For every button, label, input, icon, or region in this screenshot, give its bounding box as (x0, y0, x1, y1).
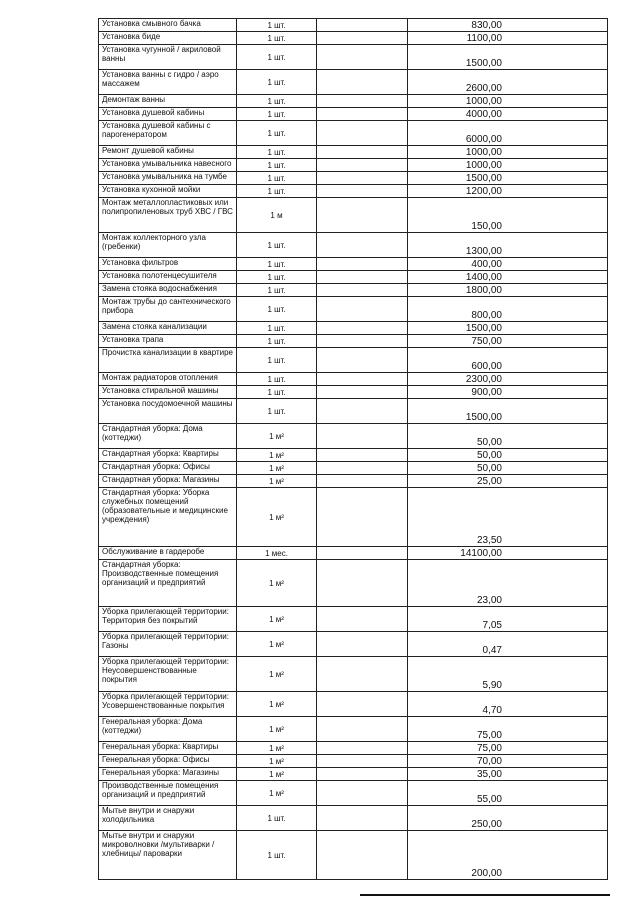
price-cell: 1500,00 (408, 45, 608, 70)
service-name-cell: Установка трапа (99, 335, 237, 348)
service-name-cell: Производственные помещения организаций и предприятий (99, 781, 237, 806)
empty-cell (317, 185, 408, 198)
unit-cell: 1 м² (237, 449, 317, 462)
table-row (99, 121, 608, 146)
unit-cell: 1 м² (237, 717, 317, 742)
price-table (98, 18, 608, 880)
table-row (99, 185, 608, 198)
table-row (99, 95, 608, 108)
table-row (99, 159, 608, 172)
unit-cell: 1 м² (237, 462, 317, 475)
empty-cell (317, 449, 408, 462)
price-cell: 5,90 (408, 657, 608, 692)
unit-cell: 1 шт. (237, 185, 317, 198)
unit-cell: 1 шт. (237, 70, 317, 95)
empty-cell (317, 146, 408, 159)
empty-cell (317, 399, 408, 424)
service-name-cell: Установка чугунной / акриловой ванны (99, 45, 237, 70)
unit-cell: 1 шт. (237, 322, 317, 335)
table-row (99, 70, 608, 95)
table-row (99, 424, 608, 449)
bottom-rule (360, 894, 610, 896)
price-cell: 70,00 (408, 755, 608, 768)
price-cell: 1000,00 (408, 159, 608, 172)
service-name-cell: Замена стояка водоснабжения (99, 284, 237, 297)
unit-cell: 1 шт. (237, 45, 317, 70)
table-row (99, 560, 608, 607)
unit-cell: 1 шт. (237, 271, 317, 284)
table-row (99, 831, 608, 880)
unit-cell: 1 шт. (237, 32, 317, 45)
price-cell: 35,00 (408, 768, 608, 781)
empty-cell (317, 271, 408, 284)
service-name-cell: Уборка прилегающей территории: Территория без покрытий (99, 607, 237, 632)
unit-cell: 1 м² (237, 742, 317, 755)
service-name-cell: Стандартная уборка: Производственные помещения организаций и предприятий (99, 560, 237, 607)
unit-cell: 1 шт. (237, 831, 317, 880)
unit-cell: 1 шт. (237, 297, 317, 322)
price-cell: 1800,00 (408, 284, 608, 297)
price-cell: 14100,00 (408, 547, 608, 560)
price-cell: 0,47 (408, 632, 608, 657)
service-name-cell: Уборка прилегающей территории: Газоны (99, 632, 237, 657)
unit-cell: 1 м² (237, 755, 317, 768)
service-name-cell: Установка полотенцесушителя (99, 271, 237, 284)
table-row (99, 399, 608, 424)
price-table-body (99, 19, 608, 880)
price-cell: 1500,00 (408, 322, 608, 335)
table-row (99, 271, 608, 284)
table-row (99, 348, 608, 373)
table-row (99, 657, 608, 692)
table-row (99, 146, 608, 159)
service-name-cell: Мытье внутри и снаружи холодильника (99, 806, 237, 831)
table-row (99, 475, 608, 488)
unit-cell: 1 шт. (237, 348, 317, 373)
table-row (99, 462, 608, 475)
service-name-cell: Монтаж радиаторов отопления (99, 373, 237, 386)
table-row (99, 607, 608, 632)
price-cell: 50,00 (408, 449, 608, 462)
unit-cell: 1 м² (237, 768, 317, 781)
service-name-cell: Установка умывальника на тумбе (99, 172, 237, 185)
table-row (99, 32, 608, 45)
price-cell: 23,50 (408, 488, 608, 547)
unit-cell: 1 шт. (237, 19, 317, 32)
empty-cell (317, 348, 408, 373)
empty-cell (317, 742, 408, 755)
table-row (99, 19, 608, 32)
unit-cell: 1 шт. (237, 335, 317, 348)
unit-cell: 1 шт. (237, 399, 317, 424)
empty-cell (317, 781, 408, 806)
empty-cell (317, 198, 408, 233)
unit-cell: 1 м (237, 198, 317, 233)
price-cell: 55,00 (408, 781, 608, 806)
empty-cell (317, 632, 408, 657)
service-name-cell: Установка стиральной машины (99, 386, 237, 399)
table-row (99, 717, 608, 742)
price-cell: 1200,00 (408, 185, 608, 198)
empty-cell (317, 607, 408, 632)
empty-cell (317, 488, 408, 547)
empty-cell (317, 717, 408, 742)
table-row (99, 547, 608, 560)
service-name-cell: Обслуживание в гардеробе (99, 547, 237, 560)
unit-cell: 1 м² (237, 475, 317, 488)
table-row (99, 768, 608, 781)
price-cell: 1100,00 (408, 32, 608, 45)
unit-cell: 1 м² (237, 607, 317, 632)
table-row (99, 284, 608, 297)
empty-cell (317, 258, 408, 271)
table-row (99, 692, 608, 717)
table-row (99, 449, 608, 462)
table-row (99, 297, 608, 322)
empty-cell (317, 233, 408, 258)
unit-cell: 1 шт. (237, 172, 317, 185)
service-name-cell: Установка душевой кабины (99, 108, 237, 121)
service-name-cell: Установка посудомоечной машины (99, 399, 237, 424)
table-row (99, 108, 608, 121)
table-row (99, 322, 608, 335)
service-name-cell: Стандартная уборка: Квартиры (99, 449, 237, 462)
price-cell: 150,00 (408, 198, 608, 233)
price-cell: 400,00 (408, 258, 608, 271)
service-name-cell: Мытье внутри и снаружи микроволновки /мультиварки / хлебницы/ пароварки (99, 831, 237, 880)
price-cell: 23,00 (408, 560, 608, 607)
table-row (99, 386, 608, 399)
unit-cell: 1 шт. (237, 258, 317, 271)
price-cell: 1400,00 (408, 271, 608, 284)
unit-cell: 1 шт. (237, 386, 317, 399)
unit-cell: 1 шт. (237, 121, 317, 146)
unit-cell: 1 шт. (237, 233, 317, 258)
table-row (99, 488, 608, 547)
table-row (99, 233, 608, 258)
price-cell: 50,00 (408, 462, 608, 475)
service-name-cell: Установка биде (99, 32, 237, 45)
price-cell: 1000,00 (408, 95, 608, 108)
empty-cell (317, 560, 408, 607)
unit-cell: 1 шт. (237, 373, 317, 386)
empty-cell (317, 373, 408, 386)
price-cell: 25,00 (408, 475, 608, 488)
service-name-cell: Стандартная уборка: Дома (коттеджи) (99, 424, 237, 449)
unit-cell: 1 м² (237, 560, 317, 607)
service-name-cell: Генеральная уборка: Квартиры (99, 742, 237, 755)
price-cell: 4,70 (408, 692, 608, 717)
unit-cell: 1 м² (237, 657, 317, 692)
empty-cell (317, 70, 408, 95)
price-cell: 75,00 (408, 717, 608, 742)
service-name-cell: Уборка прилегающей территории: Усовершенствованные покрытия (99, 692, 237, 717)
service-name-cell: Стандартная уборка: Уборка служебных помещений (образовательные и медицинские учреждения) (99, 488, 237, 547)
price-cell: 1500,00 (408, 172, 608, 185)
empty-cell (317, 335, 408, 348)
price-cell: 2600,00 (408, 70, 608, 95)
table-row (99, 755, 608, 768)
service-name-cell: Стандартная уборка: Офисы (99, 462, 237, 475)
empty-cell (317, 657, 408, 692)
price-cell: 75,00 (408, 742, 608, 755)
unit-cell: 1 м² (237, 781, 317, 806)
unit-cell: 1 шт. (237, 108, 317, 121)
price-cell: 1000,00 (408, 146, 608, 159)
empty-cell (317, 95, 408, 108)
price-cell: 7,05 (408, 607, 608, 632)
empty-cell (317, 424, 408, 449)
price-cell: 1300,00 (408, 233, 608, 258)
empty-cell (317, 159, 408, 172)
service-name-cell: Генеральная уборка: Офисы (99, 755, 237, 768)
price-cell: 6000,00 (408, 121, 608, 146)
service-name-cell: Прочистка канализации в квартире (99, 348, 237, 373)
price-cell: 200,00 (408, 831, 608, 880)
unit-cell: 1 шт. (237, 146, 317, 159)
service-name-cell: Установка смывного бачка (99, 19, 237, 32)
unit-cell: 1 шт. (237, 284, 317, 297)
unit-cell: 1 шт. (237, 806, 317, 831)
empty-cell (317, 386, 408, 399)
empty-cell (317, 322, 408, 335)
unit-cell: 1 мес. (237, 547, 317, 560)
table-row (99, 45, 608, 70)
service-name-cell: Монтаж коллекторного узла (гребенки) (99, 233, 237, 258)
table-row (99, 172, 608, 185)
price-cell: 750,00 (408, 335, 608, 348)
price-cell: 830,00 (408, 19, 608, 32)
empty-cell (317, 692, 408, 717)
empty-cell (317, 172, 408, 185)
empty-cell (317, 121, 408, 146)
service-name-cell: Установка душевой кабины с парогенератором (99, 121, 237, 146)
price-cell: 2300,00 (408, 373, 608, 386)
price-cell: 1500,00 (408, 399, 608, 424)
table-row (99, 742, 608, 755)
empty-cell (317, 297, 408, 322)
table-row (99, 198, 608, 233)
empty-cell (317, 806, 408, 831)
price-cell: 250,00 (408, 806, 608, 831)
service-name-cell: Установка кухонной мойки (99, 185, 237, 198)
table-row (99, 335, 608, 348)
empty-cell (317, 462, 408, 475)
empty-cell (317, 108, 408, 121)
service-name-cell: Установка умывальника навесного (99, 159, 237, 172)
empty-cell (317, 45, 408, 70)
empty-cell (317, 475, 408, 488)
price-cell: 4000,00 (408, 108, 608, 121)
unit-cell: 1 м² (237, 488, 317, 547)
empty-cell (317, 32, 408, 45)
empty-cell (317, 547, 408, 560)
service-name-cell: Замена стояка канализации (99, 322, 237, 335)
table-row (99, 781, 608, 806)
table-row (99, 373, 608, 386)
price-cell: 50,00 (408, 424, 608, 449)
table-row (99, 258, 608, 271)
empty-cell (317, 284, 408, 297)
price-cell: 600,00 (408, 348, 608, 373)
unit-cell: 1 м² (237, 692, 317, 717)
service-name-cell: Монтаж металлопластиковых или полипропиленовых труб ХВС / ГВС (99, 198, 237, 233)
empty-cell (317, 768, 408, 781)
service-name-cell: Демонтаж ванны (99, 95, 237, 108)
unit-cell: 1 м² (237, 424, 317, 449)
service-name-cell: Установка ванны с гидро / аэро массажем (99, 70, 237, 95)
service-name-cell: Ремонт душевой кабины (99, 146, 237, 159)
price-cell: 900,00 (408, 386, 608, 399)
unit-cell: 1 шт. (237, 159, 317, 172)
service-name-cell: Уборка прилегающей территории: Неусовершенствованные покрытия (99, 657, 237, 692)
service-name-cell: Монтаж трубы до сантехнического прибора (99, 297, 237, 322)
empty-cell (317, 19, 408, 32)
unit-cell: 1 м² (237, 632, 317, 657)
table-row (99, 632, 608, 657)
service-name-cell: Генеральная уборка: Магазины (99, 768, 237, 781)
service-name-cell: Стандартная уборка: Магазины (99, 475, 237, 488)
unit-cell: 1 шт. (237, 95, 317, 108)
empty-cell (317, 831, 408, 880)
empty-cell (317, 755, 408, 768)
table-row (99, 806, 608, 831)
price-cell: 800,00 (408, 297, 608, 322)
service-name-cell: Генеральная уборка: Дома (коттеджи) (99, 717, 237, 742)
service-name-cell: Установка фильтров (99, 258, 237, 271)
